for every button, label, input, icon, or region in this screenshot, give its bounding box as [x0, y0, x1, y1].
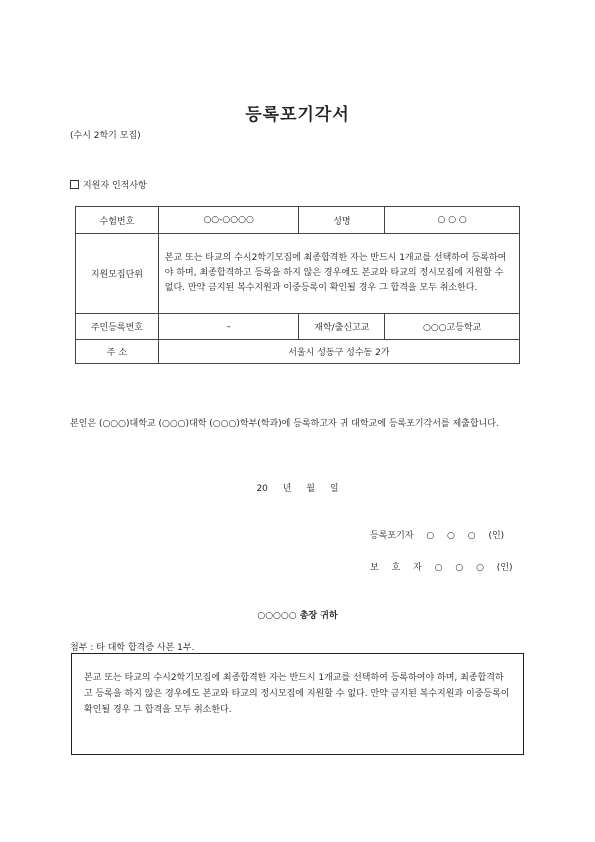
exam-number-value: ○○-○○○○: [158, 207, 299, 234]
table-row: [76, 234, 520, 314]
notice-box: 본교 또는 타교의 수시2학기모집에 최종합격한 자는 반드시 1개교를 선택하여 등록하여야 하며, 최종합격하고 등록을 하지 않은 경우에도 본교와 타교의 정시모집에 지원할 수 없다. 만약 금지된 복수지원과 이중등록이 확인될 경우 그 합격을 모두 취소한다.: [71, 653, 524, 755]
application-unit-label: 지원모집단위: [76, 234, 159, 314]
addressee: ○○○○○ 총장 귀하: [257, 611, 338, 621]
applicant-info-table: [75, 206, 520, 364]
table-row: [76, 340, 520, 364]
section-heading: [70, 178, 147, 191]
applicant-signature: 등록포기자 ○ ○ ○ (인): [370, 531, 505, 541]
document-title: 등록포기각서: [245, 105, 350, 125]
declaration-statement: 본인은 (○○○)대학교 (○○○)대학 (○○○)학부(학과)에 등록하고자 귀 대학교에 등록포기각서를 제출합니다.: [70, 419, 499, 429]
guardian-signature: 보 호 자 ○ ○ ○ (인): [370, 563, 513, 573]
resident-number-label: 주민등록번호: [76, 314, 159, 340]
recruitment-subtitle: (수시 2학기 모집): [70, 131, 141, 141]
name-value: ○ ○ ○: [385, 207, 520, 234]
table-row: [76, 207, 520, 234]
high-school-value: ○○○고등학교: [385, 314, 520, 340]
application-unit-description: 본교 또는 타교의 수시2학기모집에 최종합격한 자는 반드시 1개교를 선택하여 등록하여야 하며, 최종합격하고 등록을 하지 않은 경우에도 본교와 타교의 정시모집에 지원할 수 없다. 만약 금지된 복수지원과 이중등록이 확인될 경우 그 합격을 모두 취소한다.: [158, 234, 519, 314]
high-school-label: 재학/출신고교: [299, 314, 385, 340]
section-heading-label: 지원자 인적사항: [83, 181, 147, 191]
table-row: [76, 314, 520, 340]
date-line: 20 년 월 일: [256, 484, 339, 494]
address-label: 주 소: [76, 340, 159, 364]
name-label: 성명: [299, 207, 385, 234]
address-value: 서울시 성동구 성수동 2가: [158, 340, 519, 364]
attachment-note: 첨부 : 타 대학 합격증 사본 1부.: [70, 643, 195, 653]
exam-number-label: 수험번호: [76, 207, 159, 234]
square-bullet-icon: [70, 180, 79, 189]
resident-number-value: –: [158, 314, 299, 340]
